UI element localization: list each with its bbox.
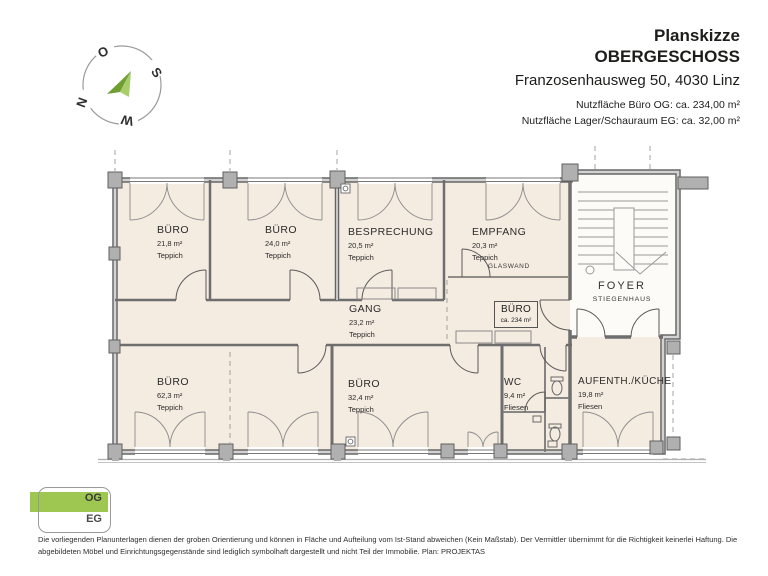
room-area: 20,5 m² xyxy=(348,241,374,250)
room-area: 9,4 m² xyxy=(504,391,526,400)
room-label-besprechung xyxy=(348,226,434,262)
address: Franzosenhausweg 50, 4030 Linz xyxy=(514,72,740,89)
room-label-buero-24 xyxy=(265,224,297,260)
room-area: 24,0 m² xyxy=(265,239,291,248)
room-label-buero-21 xyxy=(157,224,189,260)
room-floor: Teppich xyxy=(157,251,183,260)
compass-north-label: N xyxy=(73,95,91,110)
area-line-1: Nutzfläche Büro OG: ca. 234,00 m² xyxy=(576,99,740,111)
room-area: ca. 234 m² xyxy=(500,317,532,324)
floor-toggle-og[interactable]: OG xyxy=(84,492,102,504)
area-line-2: Nutzfläche Lager/Schauraum EG: ca. 32,00 m² xyxy=(521,115,740,127)
room-label-buero-32 xyxy=(348,378,380,414)
room-name: EMPFANG xyxy=(472,226,527,238)
floor-selector xyxy=(38,487,111,533)
disclaimer-text: Die vorliegenden Planunterlagen dienen der groben Orientierung und können in Fläche und Aufteilung vom Ist-Stand abweichen (Kein Maßstab). Der Vermittler übernimmt für die Richtigkeit keinerlei Haftung. Die abgebildeten Möbel und Einrichtungsgegenstände sind lediglich symbolhaft dargestellt und nicht Teil der Immobilie. Plan: PROJEKTAS xyxy=(38,535,738,556)
room-name: BÜRO xyxy=(265,224,297,236)
room-floor: Teppich xyxy=(348,253,374,262)
room-floor: Teppich xyxy=(349,330,375,339)
room-floor: Fliesen xyxy=(578,402,603,411)
compass-east-label: O xyxy=(95,42,111,61)
room-name: WC xyxy=(504,377,522,388)
room-area: 20,3 m² xyxy=(472,241,498,250)
room-area: 62,3 m² xyxy=(157,391,183,400)
floor-toggle-eg[interactable]: EG xyxy=(86,513,102,525)
room-floor: Teppich xyxy=(265,251,291,260)
compass-south-label: S xyxy=(148,64,166,81)
room-name: BÜRO xyxy=(157,376,189,388)
room-name: BÜRO xyxy=(348,378,380,390)
room-label-wc xyxy=(504,377,528,412)
room-floor: Teppich xyxy=(472,253,498,262)
room-name: GANG xyxy=(349,303,382,315)
room-label-empfang xyxy=(472,226,526,262)
compass-icon xyxy=(73,41,165,130)
room-area: 21,8 m² xyxy=(157,239,183,248)
room-sub: STIEGENHAUS xyxy=(592,296,652,303)
room-label-aufenthalt xyxy=(578,376,671,411)
room-name: BÜRO xyxy=(157,224,189,236)
room-name: BESPRECHUNG xyxy=(348,226,434,238)
page-subtitle: OBERGESCHOSS xyxy=(594,47,740,66)
room-area: 23,2 m² xyxy=(349,318,375,327)
room-name: BÜRO xyxy=(500,304,532,315)
room-floor: Teppich xyxy=(348,405,374,414)
room-name: AUFENTH./KÜCHE xyxy=(578,376,672,387)
room-label-foyer xyxy=(583,280,661,303)
header xyxy=(515,26,740,128)
room-floor: Teppich xyxy=(157,403,183,412)
room-area: 32,4 m² xyxy=(348,393,374,402)
room-label-buero-gesamt xyxy=(494,301,538,328)
room-floor: Fliesen xyxy=(504,403,529,412)
page-title: Planskizze xyxy=(654,26,740,45)
compass-west-label: W xyxy=(119,111,135,129)
glaswand-label: GLASWAND xyxy=(488,263,530,270)
facade-line xyxy=(98,460,706,463)
room-label-gang xyxy=(349,303,382,339)
room-label-buero-62 xyxy=(157,376,189,412)
room-area: 19,8 m² xyxy=(578,390,604,399)
room-name: FOYER xyxy=(598,280,646,292)
